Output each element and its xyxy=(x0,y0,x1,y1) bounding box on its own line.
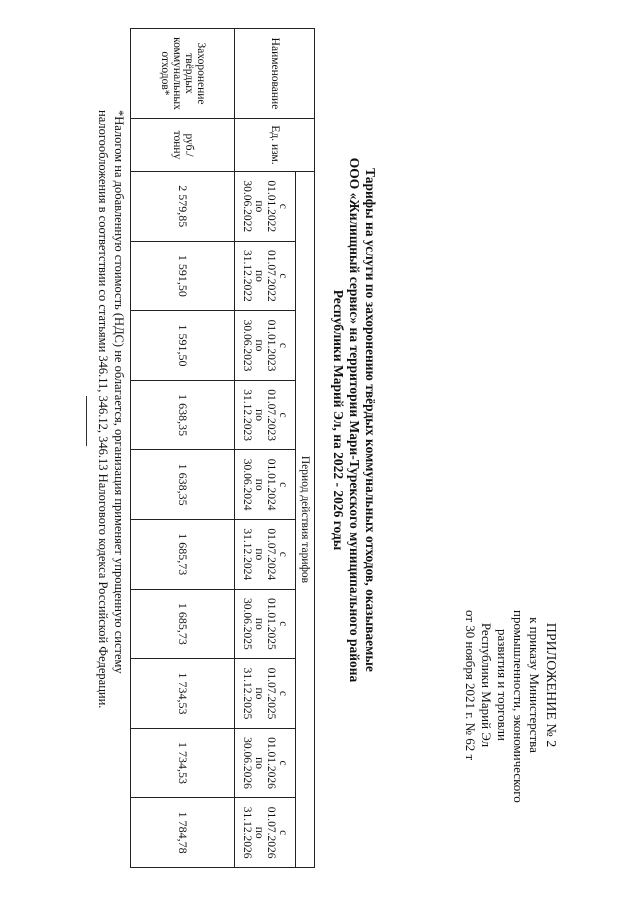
tariff-value-cell: 1 734,53 xyxy=(131,728,235,798)
period-header-cell xyxy=(235,728,296,798)
period-from: с xyxy=(277,621,290,627)
period-header-cell xyxy=(235,241,296,311)
period-to: по xyxy=(253,339,266,352)
period-start: 01.01.2024 xyxy=(265,458,278,511)
appendix-block xyxy=(462,610,558,803)
tariff-table xyxy=(130,28,315,868)
appendix-line: к приказу Министерства xyxy=(527,617,542,753)
period-end: 31.12.2024 xyxy=(241,528,254,581)
footnote-line: налогообложения в соответствии со статьями 346.11, 346.12, 346.13 Налогового кодекса Российской Федерации. xyxy=(96,110,110,709)
period-from: с xyxy=(277,551,290,557)
period-from: с xyxy=(277,412,290,418)
tariff-value-cell: 1 591,50 xyxy=(131,311,235,381)
tariff-value-cell: 1 784,78 xyxy=(131,798,235,868)
period-to: по xyxy=(253,548,266,561)
appendix-line: развития и торговли xyxy=(495,628,510,741)
title-line: ООО «Жилищный сервис» на территории Мари-Турекского муниципального района xyxy=(347,157,362,683)
row-unit: руб./ тонну xyxy=(131,119,235,172)
period-start: 01.07.2023 xyxy=(265,389,278,441)
footnote-line: *Налогом на добавленную стоимость (НДС) не облагается, организация применяет упрощенную систему xyxy=(112,110,126,674)
period-start: 01.07.2025 xyxy=(265,667,278,720)
row-name: Захоронение твёрдых коммунальных отходов* xyxy=(131,29,235,119)
period-to: по xyxy=(253,757,266,769)
appendix-line: от 30 ноября 2021 г. № 62 т xyxy=(463,610,478,761)
period-end: 30.06.2025 xyxy=(241,597,254,650)
tariff-value-cell: 1 685,73 xyxy=(131,589,235,659)
period-from: с xyxy=(277,203,290,209)
period-header-cell xyxy=(235,519,296,589)
tariff-value-cell: 1 734,53 xyxy=(131,659,235,729)
period-from: с xyxy=(277,273,290,279)
period-end: 30.06.2026 xyxy=(241,737,254,789)
period-to: по xyxy=(253,409,266,422)
period-from: с xyxy=(277,342,290,349)
period-end: 31.12.2023 xyxy=(241,389,254,441)
period-to: по xyxy=(253,617,266,630)
period-from: с xyxy=(277,482,290,488)
period-start: 01.01.2026 xyxy=(265,737,278,789)
period-header-cell xyxy=(235,380,296,450)
header-period: Период действия тарифов xyxy=(296,172,315,868)
table-row xyxy=(131,29,235,868)
tariff-value-cell: 1 638,35 xyxy=(131,450,235,520)
title-line: Тарифы на услуги по захоронению твёрдых коммунальных отходов, оказываемые xyxy=(363,168,378,672)
period-header-cell xyxy=(235,589,296,659)
period-start: 01.07.2026 xyxy=(265,806,278,859)
period-to: по xyxy=(253,478,266,491)
period-start: 01.01.2023 xyxy=(265,319,278,372)
header-unit: Ед. изм. xyxy=(235,119,315,172)
period-start: 01.07.2024 xyxy=(265,528,278,581)
period-end: 31.12.2025 xyxy=(241,667,254,720)
period-to: по xyxy=(253,826,266,839)
period-end: 31.12.2026 xyxy=(241,806,254,859)
footnote xyxy=(95,110,127,870)
period-header-cell xyxy=(235,659,296,729)
period-header-cell xyxy=(235,172,296,242)
header-name: Наименование xyxy=(235,29,315,119)
tariff-value-cell: 1 638,35 xyxy=(131,380,235,450)
period-end: 30.06.2023 xyxy=(241,319,254,372)
period-end: 30.06.2024 xyxy=(241,458,254,511)
period-end: 31.12.2022 xyxy=(241,250,254,302)
appendix-heading: ПРИЛОЖЕНИЕ № 2 xyxy=(543,622,558,748)
appendix-line: промышленности, экономического xyxy=(511,610,526,803)
appendix-line: Республики Марий Эл xyxy=(479,622,494,748)
period-from: с xyxy=(277,830,290,836)
period-header-cell xyxy=(235,798,296,868)
title-line: Республики Марий Эл, на 2022 - 2026 годы xyxy=(331,289,346,551)
period-from: с xyxy=(277,760,290,766)
period-to: по xyxy=(253,687,266,700)
period-start: 01.07.2022 xyxy=(265,250,278,302)
period-header-cell xyxy=(235,311,296,381)
separator-line xyxy=(86,396,87,446)
period-end: 30.06.2022 xyxy=(241,180,254,233)
tariff-value-cell: 2 579,85 xyxy=(131,172,235,242)
period-from: с xyxy=(277,690,290,696)
period-to: по xyxy=(253,269,266,282)
document-title xyxy=(330,150,378,690)
period-start: 01.01.2025 xyxy=(265,597,278,650)
period-start: 01.01.2022 xyxy=(265,180,278,233)
tariff-value-cell: 1 685,73 xyxy=(131,519,235,589)
period-header-cell xyxy=(235,450,296,520)
tariff-value-cell: 1 591,50 xyxy=(131,241,235,311)
period-to: по xyxy=(253,200,266,213)
